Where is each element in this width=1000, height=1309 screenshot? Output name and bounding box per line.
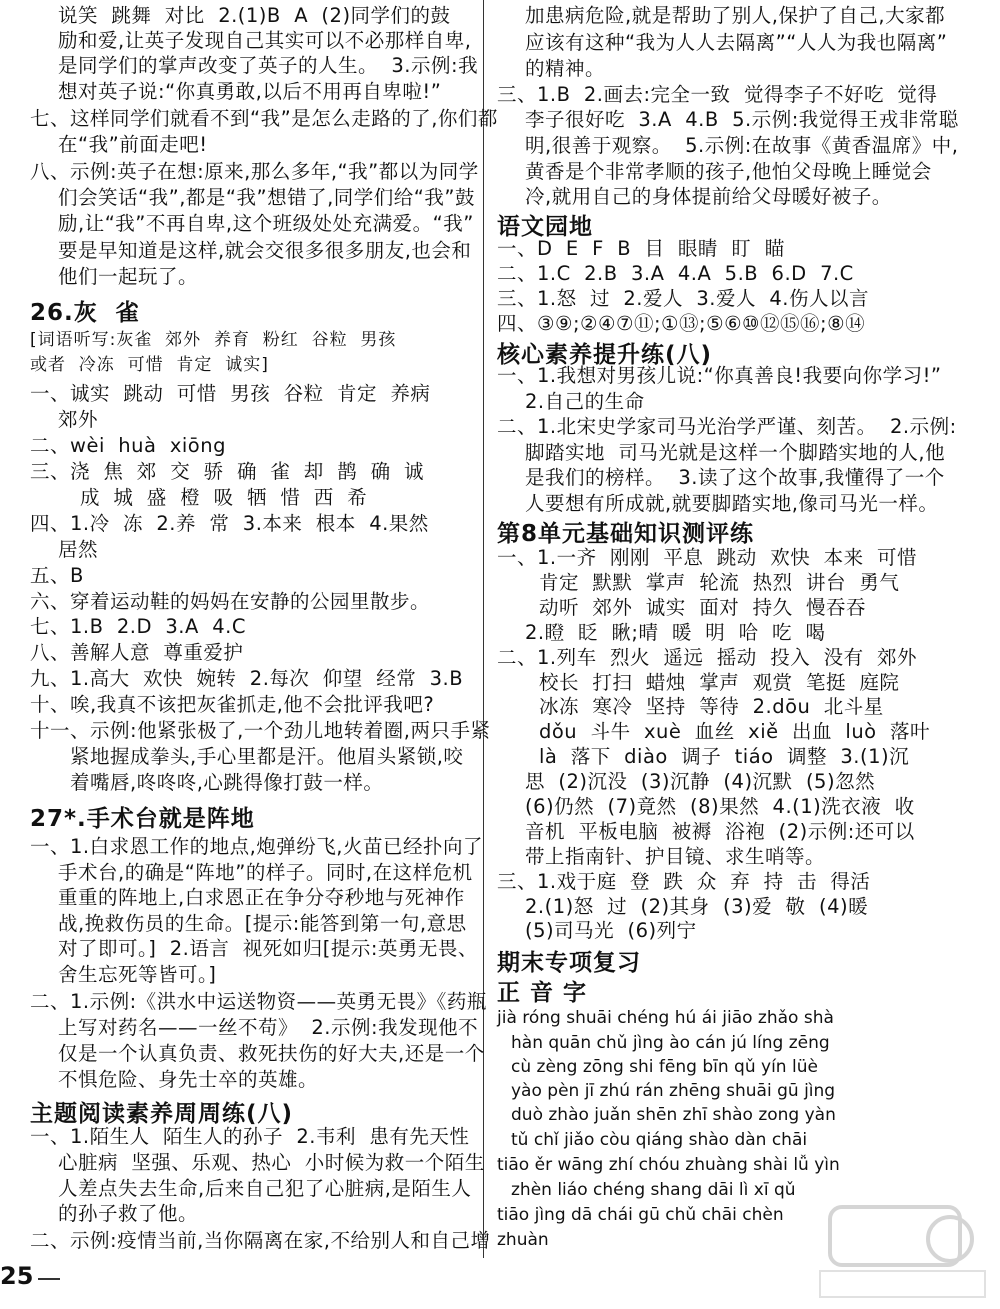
text-line: 励和爱,让英子发现自己其实可以不必那样自卑, [58, 29, 472, 52]
text-line: 一、1.我想对男孩儿说:“你真善良!我要向你学习!” [497, 364, 942, 387]
text-line: 一、诚实 跳动 可惜 男孩 谷粒 肯定 养病 [30, 382, 431, 405]
pinyin-line: hàn quān chǔ jìng ào cán jú líng zēng [511, 1033, 830, 1053]
text-line: 冷,就用自己的身体提前给父母暖好被子。 [525, 185, 892, 208]
text-line: 带上指南针、护目镜、求生哨等。 [525, 845, 826, 868]
pinyin-line: zhèn liáo chéng shang dāi lì xī qǔ [511, 1180, 796, 1200]
text-line: 2.(1)怒 过 (2)其身 (3)爱 敬 (4)暖 [525, 895, 869, 918]
text-line: 不惧危险、身先士卒的英雄。 [58, 1068, 319, 1091]
text-line: 三、浇 焦 郊 交 骄 确 雀 却 鹊 确 诚 [30, 460, 424, 483]
pinyin-line: tiāo jìng dā chái gū chǔ chāi chèn [497, 1205, 784, 1225]
text-line: 一、1.白求恩工作的地点,炮弹纷飞,火苗已经扑向了 [30, 835, 484, 858]
text-line: 的孙子救了他。 [58, 1202, 199, 1225]
text-line: [词语听写:灰雀 郊外 养育 粉红 谷粒 男孩 [30, 330, 397, 350]
text-line: dǒu 斗牛 xuè 血丝 xiě 出血 luò 落叶 [539, 720, 931, 743]
text-line: 或者 冷冻 可惜 肯定 诚实] [30, 355, 269, 375]
text-line: 校长 打扫 蜡烛 掌声 观赏 笔挺 庭院 [539, 671, 900, 694]
text-line: 人要想有所成就,就要脚踏实地,像司马光一样。 [525, 492, 939, 515]
text-line: 是我们的榜样。 3.读了这个故事,我懂得了一个 [525, 466, 945, 489]
section-heading: 语文园地 [497, 214, 593, 240]
text-line: 人差点失去生命,后来自己犯了心脏病,是陌生人 [58, 1177, 472, 1200]
text-line: 二、wèi huà xiōng [30, 434, 226, 457]
section-heading: 26.灰 雀 [30, 300, 140, 326]
text-line: 手术台,的确是“阵地”的样子。同时,在这样危机 [58, 861, 473, 884]
pinyin-line: duò zhào juǎn shēn zhī shào zong yàn [511, 1105, 836, 1125]
text-line: 说笑 跳舞 对比 2.(1)B A (2)同学们的鼓 [58, 4, 451, 27]
pinyin-line: yào pèn jī zhú rán zhēng shuāi gū jìng [511, 1081, 836, 1101]
section-heading: 27*.手术台就是阵地 [30, 806, 255, 832]
text-line: 战,挽救伤员的生命。[提示:能答到第一句,意思 [58, 912, 467, 935]
section-heading: 期末专项复习 [497, 950, 641, 976]
text-line: 脚踏实地 司马光就是这样一个脚踏实地的人,他 [525, 441, 946, 464]
text-line: 仅是一个认真负责、救死扶伤的好大夫,还是一个 [58, 1042, 485, 1065]
text-line: là 落下 diào 调子 tiáo 调整 3.(1)沉 [539, 745, 910, 768]
text-line: 九、1.高大 欢快 婉转 2.每次 仰望 经常 3.B [30, 667, 464, 690]
text-line: 十一、示例:他紧张极了,一个劲儿地转着圈,两只手紧 [30, 719, 491, 742]
text-line: 肯定 默默 掌声 轮流 热烈 讲台 勇气 [539, 571, 900, 594]
text-line: 二、1.列车 烈火 遥远 摇动 投入 没有 郊外 [497, 646, 917, 669]
text-line: 明,很善于观察。 5.示例:在故事《黄香温席》中, [525, 134, 959, 157]
text-line: (5)司马光 (6)列宁 [525, 919, 697, 942]
text-line: 一、1.陌生人 陌生人的孙子 2.韦利 患有先天性 [30, 1125, 470, 1148]
text-line: 十、唉,我真不该把灰雀抓走,他不会批评我吧? [30, 693, 435, 716]
text-line: 李子很好吃 3.A 4.B 5.示例:我觉得王戎非常聪 [525, 108, 959, 131]
pinyin-line: tǔ chǐ jiǎo còu qiáng shào dàn chāi [511, 1130, 808, 1150]
pinyin-line: cù zèng zōng shi fēng bīn qǔ yín lüè [511, 1057, 818, 1077]
text-line: 在“我”前面走吧! [58, 133, 208, 156]
page-number: 25 [0, 1262, 34, 1290]
text-line: 加患病危险,就是帮助了别人,保护了自己,大家都 [525, 4, 946, 27]
section-heading: 主题阅读素养周周练(八) [30, 1101, 294, 1127]
text-line: 想对英子说:“你真勇敢,以后不用再自卑啦!” [58, 80, 442, 103]
text-line: 是同学们的掌声改变了英子的人生。 3.示例:我 [58, 54, 479, 77]
text-line: 七、1.B 2.D 3.A 4.C [30, 615, 246, 638]
watermark-logo [810, 1201, 990, 1301]
text-line: 三、1.戏于庭 登 跌 众 弃 持 击 得活 [497, 870, 871, 893]
text-line: 着嘴唇,咚咚咚,心跳得像打鼓一样。 [70, 771, 384, 794]
text-line: 三、1.怒 过 2.爱人 3.爱人 4.伤人以言 [497, 287, 870, 310]
text-line: 2.自己的生命 [525, 390, 645, 413]
pinyin-line: jià róng shuāi chéng hú ái jiāo zhǎo shà [497, 1008, 834, 1028]
column-divider [483, 0, 484, 1258]
text-line: 音机 平板电脑 被褥 浴袍 (2)示例:还可以 [525, 820, 915, 843]
text-line: 心脏病 坚强、乐观、热心 小时候为救一个陌生 [58, 1151, 485, 1174]
text-line: 要是早知道是这样,就会交很多很多朋友,也会和 [58, 239, 472, 262]
pinyin-line: tiāo ěr wāng zhí chóu zhuàng shài lǚ yìn [497, 1155, 840, 1175]
text-line: 七、这样同学们就看不到“我”是怎么走路的了,你们都 [30, 107, 498, 130]
text-line: 冰冻 寒冷 坚持 等待 2.dōu 北斗星 [539, 695, 884, 718]
text-line: 六、穿着运动鞋的妈妈在安静的公园里散步。 [30, 590, 431, 613]
text-line: 二、示例:疫情当前,当你隔离在家,不给别人和自己增 [30, 1229, 491, 1252]
section-heading: 第8单元基础知识测评练 [497, 521, 755, 547]
text-line: 对了即可。] 2.语言 视死如归[提示:英勇无畏、 [58, 937, 478, 960]
text-line: 动听 郊外 诚实 面对 持久 慢吞吞 [539, 596, 866, 619]
text-line: 舍生忘死等皆可。] [58, 963, 217, 986]
text-line: (6)仍然 (7)竟然 (8)果然 4.(1)洗衣液 收 [525, 795, 915, 818]
text-line: 紧地握成拳头,手心里都是汗。他眉头紧锁,咬 [70, 745, 464, 768]
page-number-rule [38, 1278, 60, 1280]
text-line: 居然 [58, 538, 99, 561]
text-line: 三、1.B 2.画去:完全一致 觉得李子不好吃 觉得 [497, 83, 938, 106]
text-line: 思 (2)沉没 (3)沉静 (4)沉默 (5)忽然 [525, 770, 876, 793]
text-line: 上写对药名——一丝不苟》 2.示例:我发现他不 [58, 1016, 479, 1039]
text-line: 二、1.示例:《洪水中运送物资——英勇无畏》《药瓶 [30, 990, 487, 1013]
text-line: 四、③⑨;②④⑦⑪;①⑬;⑤⑥⑩⑫⑮⑯;⑧⑭ [497, 312, 866, 335]
text-line: 八、示例:英子在想:原来,那么多年,“我”都以为同学 [30, 160, 479, 183]
text-line: 励,让“我”不再自卑,这个班级处处充满爱。“我” [58, 212, 474, 235]
text-line: 的精神。 [525, 57, 606, 80]
section-heading: 正 音 字 [497, 980, 588, 1006]
text-line: 八、善解人意 尊重爱护 [30, 641, 244, 664]
text-line: 二、1.C 2.B 3.A 4.A 5.B 6.D 7.C [497, 262, 854, 285]
section-heading: 核心素养提升练(八) [497, 342, 713, 368]
text-line: 他们一起玩了。 [58, 265, 199, 288]
text-line: 重重的阵地上,白求恩正在争分夺秒地与死神作 [58, 886, 465, 909]
text-line: 四、1.冷 冻 2.养 常 3.本来 根本 4.果然 [30, 512, 429, 535]
text-line: 成 城 盛 橙 吸 牺 惜 西 希 [80, 486, 368, 509]
text-line: 一、1.一齐 刚刚 平息 跳动 欢快 本来 可惜 [497, 546, 917, 569]
text-line: 应该有这种“我为人人去隔离”“人人为我也隔离” [525, 31, 948, 54]
text-line: 二、1.北宋史学家司马光治学严谨、刻苦。 2.示例: [497, 415, 957, 438]
text-line: 一、D E F B 目 眼睛 盯 瞄 [497, 237, 785, 260]
pinyin-line: zhuàn [497, 1230, 549, 1250]
text-line: 黄香是个非常孝顺的孩子,他怕父母晚上睡觉会 [525, 160, 932, 183]
text-line: 2.瞪 眨 瞅;晴 暖 明 哈 吃 喝 [525, 621, 826, 644]
text-line: 郊外 [58, 408, 99, 431]
text-line: 们会笑话“我”,都是“我”想错了,同学们给“我”鼓 [58, 186, 476, 209]
text-line: 五、B [30, 564, 84, 587]
